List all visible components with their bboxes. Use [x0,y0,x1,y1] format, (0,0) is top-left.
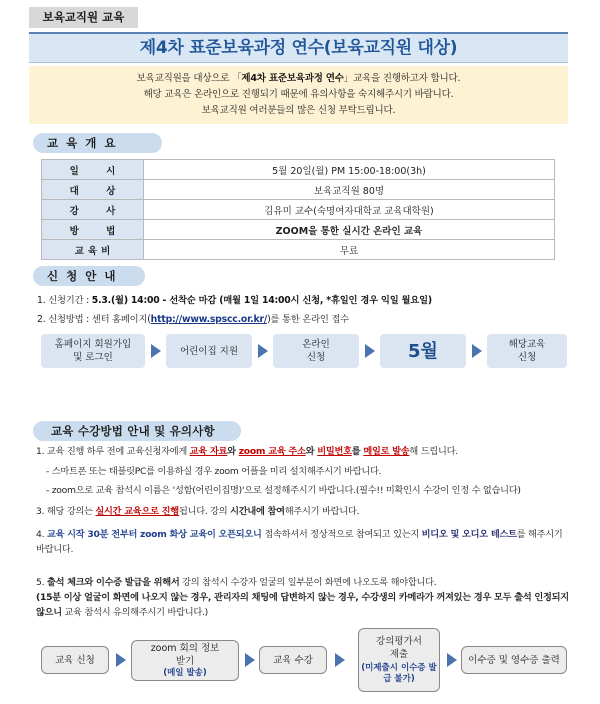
flow-step-certificate: 이수증 및 영수증 출력 [461,646,567,674]
arrow-right-icon [116,653,126,667]
flow-step-apply: 교육 신청 [41,646,109,674]
table-row [42,240,555,260]
step-month: 5월 [380,334,466,368]
category-tag: 보육교직원 교육 [29,7,138,28]
application-period: 1. 신청기간 : 5.3.(월) 14:00 - 선착순 마감 (매월 1일 14:00시 신청, *휴일인 경우 익일 월요일) [37,295,432,306]
overview-heading: 교 육 개 요 [33,133,162,153]
step-course-apply: 해당교육 신청 [487,334,567,368]
note-5: 5. 출석 체크와 이수증 발급을 위해서 강의 참석시 수강자 얼굴의 일부분이 화면에 나오도록 해야합니다. (15분 이상 얼굴이 화면에 나오지 않는 경우, 관리자의 채팅에 답변하지 않는 경우, 수강생의 카메라가 꺼져있는 경우 모두 출석 인정되지 않으니 교육 참석시 유의해주시기 바랍니다.) [36,577,569,618]
flow-step-evaluation: 강의평가서 제출 (미제출시 이수증 발급 불가) [358,628,440,692]
arrow-right-icon [335,653,345,667]
row-value: 무료 [144,240,555,260]
row-key: 강 사 [42,200,144,220]
homepage-link[interactable]: http://www.spscc.or.kr/ [150,314,268,325]
step-online-apply: 온라인 신청 [273,334,359,368]
overview-table [41,159,555,260]
arrow-right-icon [258,344,268,358]
application-method: 2. 신청방법 : 센터 홈페이지(http://www.spscc.or.kr/)를 통한 온라인 접수 [37,314,350,325]
row-key: 교육비 [42,240,144,260]
note-1: 1. 교육 진행 하루 전에 교육신청자에게 교육 자료와 zoom 교육 주소와 비밀번호를 메일로 발송해 드립니다. [36,446,458,457]
row-value: 보육교직원 80명 [144,180,555,200]
intro-box [29,66,568,124]
application-heading: 신 청 안 내 [33,266,145,286]
table-row [42,180,555,200]
flow-step-zoom-info: zoom 회의 정보 받기 (메일 발송) [131,640,239,681]
note-3: 3. 해당 강의는 실시간 교육으로 진행됩니다. 강의 시간내에 참여해주시기 바랍니다. [36,506,360,517]
row-key: 대 상 [42,180,144,200]
note-1-sub-1: - 스마트폰 또는 태블릿PC를 이용하실 경우 zoom 어플을 미리 설치해주시기 바랍니다. [46,466,382,477]
flow-step-attend: 교육 수강 [259,646,327,674]
table-row [42,160,555,180]
intro-line-3: 보육교직원 여러분들의 많은 신청 부탁드립니다. [201,105,396,116]
note-1-sub-2: - zoom으로 교육 참석시 이름은 '성함(어린이집명)'으로 설정해주시기 바랍니다.(필수!! 미확인시 수강이 인정 수 없습니다) [46,485,521,496]
table-row [42,200,555,220]
row-key: 방 법 [42,220,144,240]
row-value: 김유미 교수(숙명여자대학교 교육대학원) [144,200,555,220]
row-key: 일 시 [42,160,144,180]
table-row [42,220,555,240]
title-band [29,32,568,63]
row-value: ZOOM을 통한 실시간 온라인 교육 [144,220,555,240]
intro-line-1: 보육교직원을 대상으로 「제4차 표준보육과정 연수」교육을 진행하고자 합니다. [136,73,461,84]
note-4: 4. 교육 시작 30분 전부터 zoom 화상 교육이 오픈되오니 접속하셔서 정상적으로 참여되고 있는지 비디오 및 오디오 테스트를 해주시기 바랍니다. [36,529,563,555]
arrow-right-icon [245,653,255,667]
arrow-right-icon [365,344,375,358]
step-daycare-support: 어린이집 지원 [166,334,252,368]
notes-heading: 교육 수강방법 안내 및 유의사항 [33,421,241,441]
arrow-right-icon [151,344,161,358]
intro-line-2: 해당 교육은 온라인으로 진행되기 때문에 유의사항을 숙지해주시기 바랍니다. [143,89,454,100]
page-title: 제4차 표준보육과정 연수(보육교직원 대상) [139,38,458,58]
arrow-right-icon [447,653,457,667]
step-signup-login: 홈페이지 회원가입 및 로그인 [41,334,145,368]
arrow-right-icon [472,344,482,358]
row-value: 5월 20일(월) PM 15:00-18:00(3h) [144,160,555,180]
